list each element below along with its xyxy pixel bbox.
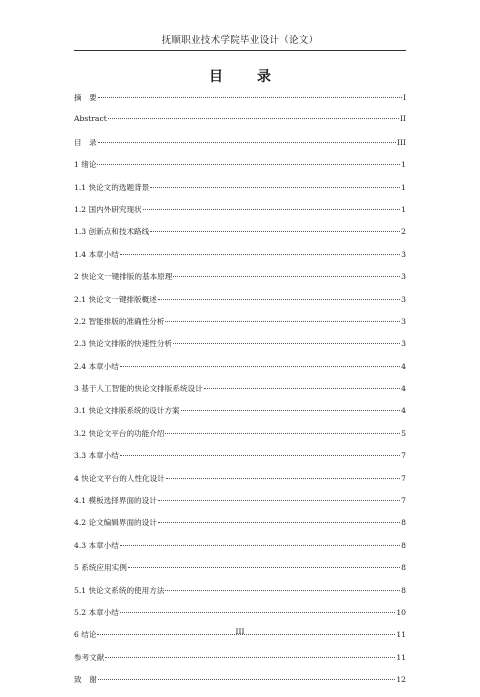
toc-leader-dots — [204, 388, 400, 389]
toc-leader-dots — [98, 679, 396, 680]
toc-entry-label: 目 录 — [74, 137, 97, 147]
toc-entry-label: 6 结论 — [74, 630, 97, 640]
toc-entry-label: 2 快论文一键排版的基本原理 — [74, 272, 173, 282]
toc-entry-label: 1 绪论 — [74, 160, 97, 170]
toc-entry-label: 4.2 论文编辑界面的设计 — [74, 518, 157, 528]
toc-entry-label: 2.3 快论文排版的快速性分析 — [74, 339, 173, 349]
toc-entry-label: 1.1 快论文的选题背景 — [74, 182, 150, 192]
toc-entry[interactable] — [74, 495, 406, 517]
toc-entry[interactable] — [74, 652, 406, 674]
toc-entry-page: 3 — [401, 249, 406, 259]
toc-entry-page: 10 — [396, 607, 406, 617]
page-header: 抚顺职业技术学院毕业设计（论文） — [74, 32, 406, 51]
toc-entry-page: 3 — [401, 316, 406, 326]
toc-entry[interactable] — [74, 182, 406, 204]
table-of-contents — [74, 92, 406, 697]
toc-entry-page: 5 — [401, 428, 406, 438]
toc-entry[interactable] — [74, 450, 406, 472]
toc-leader-dots — [165, 321, 400, 322]
toc-entry-label: 3 基于人工智能的快论文排版系统设计 — [74, 384, 203, 394]
toc-leader-dots — [97, 164, 400, 165]
toc-entry-label: 5.1 快论文系统的使用方法 — [74, 585, 165, 595]
toc-entry-label: 1.3 创新点和技术路线 — [74, 227, 150, 237]
toc-entry-label: 5.2 本章小结 — [74, 607, 119, 617]
toc-entry[interactable] — [74, 137, 406, 159]
toc-entry-page: II — [400, 114, 406, 124]
page-number: III — [235, 627, 245, 636]
toc-entry-label: 3.2 快论文平台的功能介绍 — [74, 428, 165, 438]
toc-entry[interactable] — [74, 361, 406, 383]
toc-entry-page: 4 — [401, 406, 406, 416]
page-title: 目 录 — [209, 69, 281, 85]
toc-entry-page: 8 — [401, 518, 406, 528]
toc-entry[interactable] — [74, 271, 406, 293]
toc-entry-page: 8 — [401, 540, 406, 550]
toc-entry[interactable] — [74, 316, 406, 338]
toc-entry[interactable] — [74, 428, 406, 450]
toc-leader-dots — [158, 299, 400, 300]
toc-leader-dots — [181, 410, 401, 411]
toc-leader-dots — [120, 612, 395, 613]
toc-entry-page: 3 — [401, 294, 406, 304]
toc-entry-page: 1 — [401, 204, 406, 214]
toc-leader-dots — [128, 567, 400, 568]
toc-entry-page: 7 — [401, 496, 406, 506]
toc-entry-page: 4 — [401, 361, 406, 371]
toc-entry-label: 摘 要 — [74, 93, 97, 102]
toc-leader-dots — [150, 231, 400, 232]
toc-entry-page: 11 — [396, 630, 406, 640]
toc-entry-label: 1.2 国内外研究现状 — [74, 204, 142, 214]
toc-entry-page: 3 — [401, 339, 406, 349]
toc-leader-dots — [173, 276, 400, 277]
toc-entry-label: 3.1 快论文排版系统的设计方案 — [74, 406, 180, 416]
toc-leader-dots — [120, 545, 400, 546]
toc-entry-label: 5 系统应用实例 — [74, 563, 127, 573]
toc-leader-dots — [150, 187, 400, 188]
toc-entry[interactable] — [74, 92, 406, 114]
toc-leader-dots — [143, 209, 401, 210]
toc-entry[interactable] — [74, 405, 406, 427]
toc-entry[interactable] — [74, 294, 406, 316]
toc-entry[interactable] — [74, 226, 406, 248]
toc-entry-label: 致 谢 — [74, 675, 97, 685]
toc-entry[interactable] — [74, 383, 406, 405]
toc-leader-dots — [120, 366, 400, 367]
toc-leader-dots — [166, 478, 400, 479]
toc-entry-label: 参考文献 — [74, 652, 105, 662]
toc-entry[interactable] — [74, 540, 406, 562]
toc-entry[interactable] — [74, 674, 406, 696]
toc-entry[interactable] — [74, 562, 406, 584]
toc-entry-page: 4 — [401, 384, 406, 394]
toc-leader-dots — [98, 97, 402, 98]
toc-leader-dots — [158, 500, 400, 501]
toc-entry-page: 3 — [401, 272, 406, 282]
toc-leader-dots — [98, 142, 396, 143]
toc-leader-dots — [173, 343, 400, 344]
toc-entry-page: 7 — [401, 473, 406, 483]
toc-entry-page: 8 — [401, 585, 406, 595]
toc-entry[interactable] — [74, 338, 406, 360]
toc-entry[interactable] — [74, 114, 406, 136]
toc-entry-page: 11 — [396, 652, 406, 662]
toc-entry-page: 2 — [401, 227, 406, 237]
toc-entry-label: 4.1 模板选择界面的设计 — [74, 496, 157, 506]
toc-entry-page: 1 — [401, 160, 406, 170]
toc-entry-label: 3.3 本章小结 — [74, 451, 119, 461]
toc-leader-dots — [165, 590, 400, 591]
toc-entry-label: 2.1 快论文一键排版概述 — [74, 294, 157, 304]
toc-entry[interactable] — [74, 585, 406, 607]
toc-entry[interactable] — [74, 159, 406, 181]
toc-entry[interactable] — [74, 249, 406, 271]
toc-leader-dots — [120, 254, 400, 255]
toc-entry[interactable] — [74, 204, 406, 226]
toc-entry[interactable] — [74, 517, 406, 539]
toc-entry-page: III — [397, 137, 406, 147]
toc-leader-dots — [165, 433, 400, 434]
toc-entry-page: 8 — [401, 563, 406, 573]
toc-entry-label: 2.4 本章小结 — [74, 361, 119, 371]
toc-entry-page: I — [403, 93, 406, 102]
toc-entry-label: Abstract — [74, 114, 107, 124]
toc-entry-label: 2.2 智能排版的准确性分析 — [74, 316, 165, 326]
toc-entry-label: 4.3 本章小结 — [74, 540, 119, 550]
toc-entry-page: 1 — [401, 182, 406, 192]
toc-leader-dots — [108, 118, 399, 119]
toc-leader-dots — [105, 657, 395, 658]
toc-entry-page: 7 — [401, 451, 406, 461]
toc-entry-label: 1.4 本章小结 — [74, 249, 119, 259]
toc-entry-label: 4 快论文平台的人性化设计 — [74, 473, 165, 483]
toc-entry[interactable] — [74, 473, 406, 495]
toc-entry-page: 12 — [396, 675, 406, 685]
toc-leader-dots — [120, 455, 400, 456]
toc-leader-dots — [158, 522, 400, 523]
